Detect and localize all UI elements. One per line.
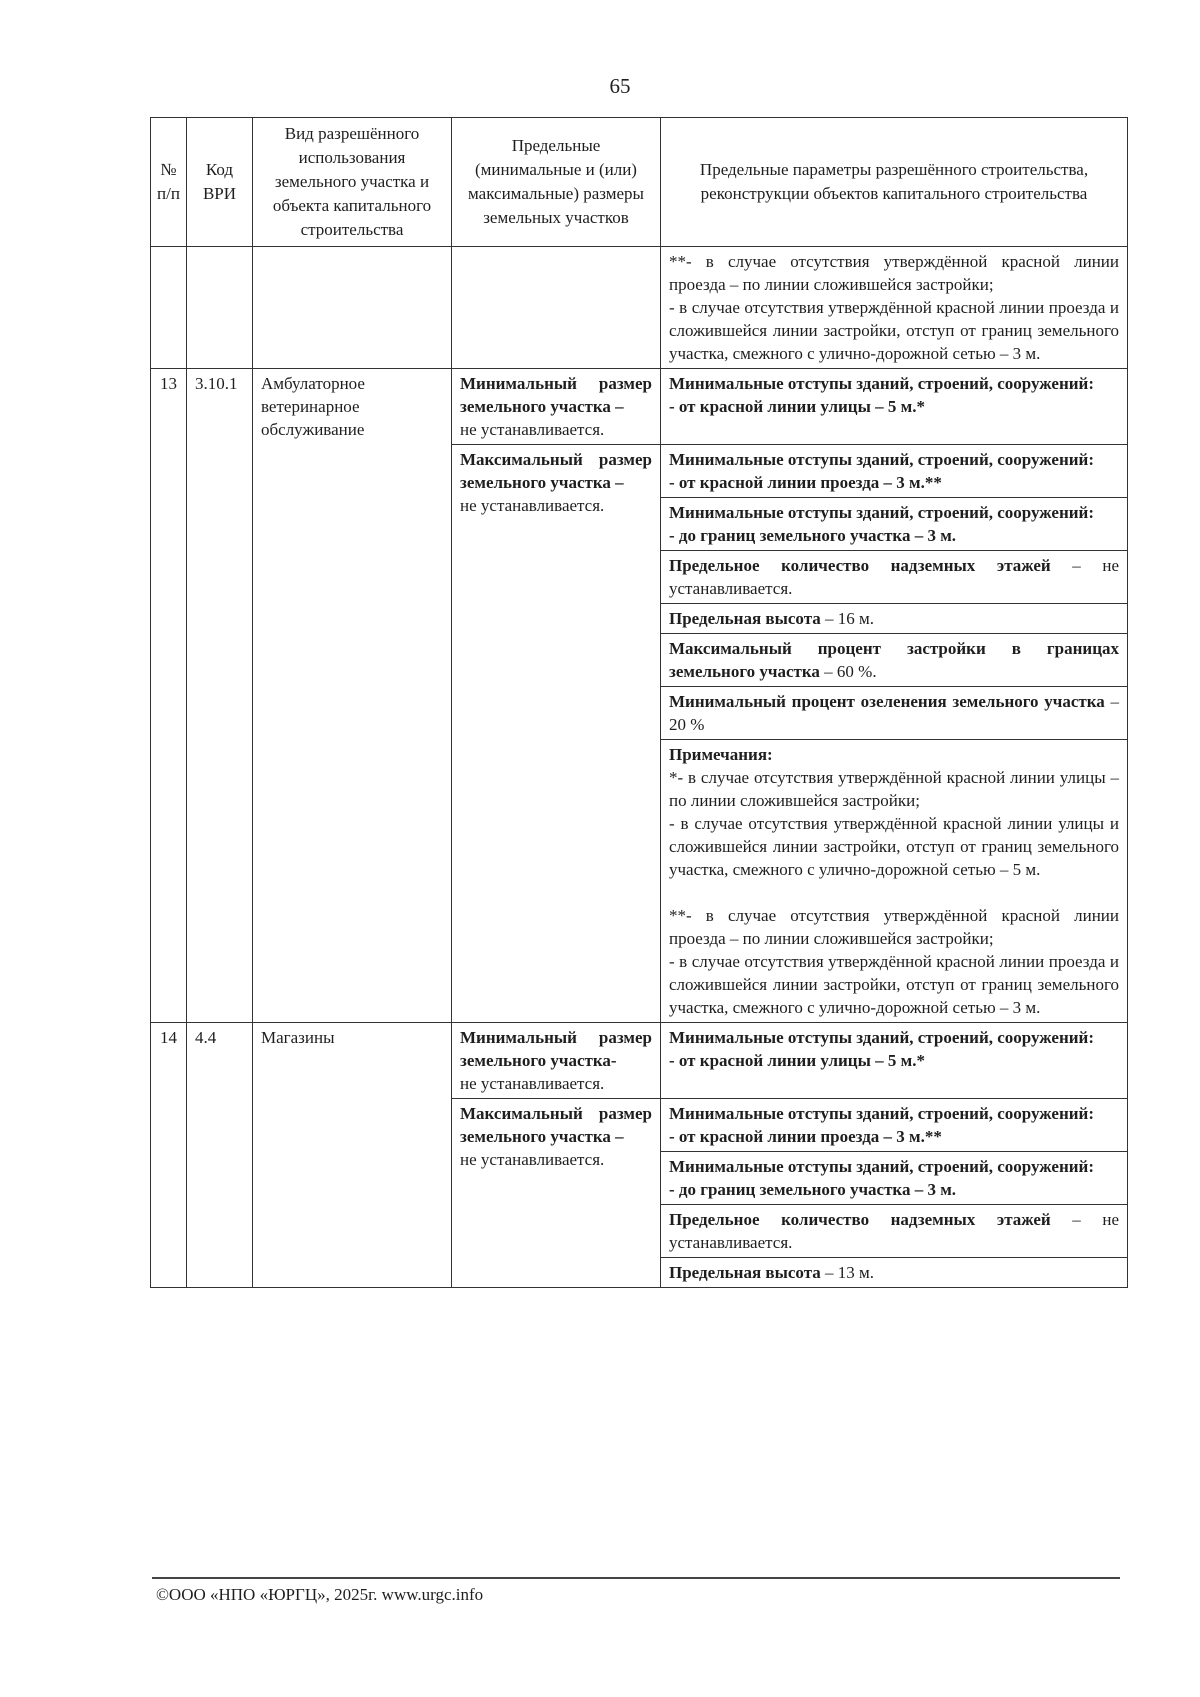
param-value: - до границ земельного участка – 3 м. [669, 526, 957, 545]
note-text: - в случае отсутствия утверждённой красной линии проезда и сложившейся линии застройки, отступ от границ земельного участка, смежного с улично-дорожной сетью – 3 м. [669, 952, 1119, 1017]
note-marker: **- [669, 252, 692, 271]
note-text: в случае отсутствия утверждённой красной линии проезда – по линии сложившейся застройки; [669, 252, 1119, 294]
param-value: - от красной линии проезда – 3 м.** [669, 1127, 942, 1146]
min-size-value: не устанавливается. [460, 1074, 605, 1093]
note-marker: *- [669, 768, 684, 787]
min-size-label: Минимальный размер земельного участка – [460, 374, 652, 416]
cell-code: 4.4 [187, 1023, 253, 1288]
table-header-row [151, 118, 1128, 247]
param-block [661, 445, 1127, 497]
cell-name: Магазины [253, 1023, 452, 1288]
max-size-label: Максимальный размер земельного участка – [460, 450, 652, 492]
header-code: Код ВРИ [187, 118, 253, 247]
param-value: - от красной линии улицы – 5 м.* [669, 1051, 925, 1070]
note-text: - в случае отсутствия утверждённой красной линии улицы и сложившейся линии застройки, отступ от границ земельного участка, смежного с улично-дорожной сетью – 5 м. [669, 814, 1119, 879]
param-value: – 60 %. [819, 662, 877, 681]
param-value: – не устанавливается. [669, 1210, 1119, 1252]
param-block [661, 1151, 1127, 1204]
notes-title: Примечания: [669, 745, 773, 764]
max-size-value: не устанавливается. [460, 496, 605, 515]
param-value: – 16 м. [820, 609, 875, 628]
param-value: - от красной линии проезда – 3 м.** [669, 473, 942, 492]
note-marker: **- [669, 906, 692, 925]
header-size: Предельные (минимальные и (или) максимальные) размеры земельных участков [452, 118, 661, 247]
cell-name: Амбулаторное ветеринарное обслуживание [253, 369, 452, 1023]
param-label: Минимальный процент озеленения земельного участка [669, 692, 1105, 711]
cell-code: 3.10.1 [187, 369, 253, 1023]
param-label: Предельное количество надземных этажей [669, 1210, 1051, 1229]
param-value: - от красной линии улицы – 5 м.* [669, 397, 925, 416]
cell-name [253, 247, 452, 369]
note-text: в случае отсутствия утверждённой красной линии проезда – по линии сложившейся застройки; [669, 906, 1119, 948]
param-value: - до границ земельного участка – 3 м. [669, 1180, 957, 1199]
param-label: Минимальные отступы зданий, строений, сооружений: [669, 374, 1094, 393]
param-label: Максимальный процент застройки в границах земельного участка [669, 639, 1119, 681]
max-size-label: Максимальный размер земельного участка – [460, 1104, 652, 1146]
table-row-14 [151, 1023, 1128, 1099]
param-label: Минимальные отступы зданий, строений, сооружений: [669, 1104, 1094, 1123]
param-block [661, 633, 1127, 686]
cell-param-stack [661, 1099, 1128, 1288]
table-row-continuation [151, 247, 1128, 369]
param-block [661, 1099, 1127, 1151]
cell-max-size [452, 1099, 661, 1288]
param-block [661, 497, 1127, 550]
param-block [661, 1257, 1127, 1287]
cell-size [452, 247, 661, 369]
param-value: – 20 % [669, 692, 1119, 734]
param-block [661, 550, 1127, 603]
cell-max-size [452, 445, 661, 1023]
cell-param-stack [661, 445, 1128, 1023]
param-label: Предельное количество надземных этажей [669, 556, 1051, 575]
cell-notes [661, 247, 1128, 369]
cell-num: 13 [151, 369, 187, 1023]
footer-divider [152, 1577, 1120, 1579]
param-label: Минимальные отступы зданий, строений, сооружений: [669, 450, 1094, 469]
cell-code [187, 247, 253, 369]
param-label: Минимальные отступы зданий, строений, сооружений: [669, 503, 1094, 522]
cell-min-size [452, 369, 661, 445]
param-block [661, 686, 1127, 739]
param-label: Минимальные отступы зданий, строений, сооружений: [669, 1157, 1094, 1176]
cell-param [661, 369, 1128, 445]
notes-block [661, 739, 1127, 1022]
param-label: Предельная высота [669, 609, 821, 628]
param-block [661, 1204, 1127, 1257]
header-num: № п/п [151, 118, 187, 247]
min-size-value: не устанавливается. [460, 420, 605, 439]
param-label: Предельная высота [669, 1263, 821, 1282]
regulations-table [150, 117, 1128, 1288]
min-size-label: Минимальный размер земельного участка- [460, 1028, 652, 1070]
cell-min-size [452, 1023, 661, 1099]
note-text: в случае отсутствия утверждённой красной линии улицы – по линии сложившейся застройки; [669, 768, 1119, 810]
cell-param [661, 1023, 1128, 1099]
header-params: Предельные параметры разрешённого строительства, реконструкции объектов капитального строительства [661, 118, 1128, 247]
cell-num: 14 [151, 1023, 187, 1288]
cell-num [151, 247, 187, 369]
param-label: Минимальные отступы зданий, строений, сооружений: [669, 1028, 1094, 1047]
footer-copyright: ©ООО «НПО «ЮРГЦ», 2025г. www.urgc.info [156, 1585, 484, 1604]
param-value: – 13 м. [820, 1263, 875, 1282]
page-number: 65 [609, 74, 631, 98]
header-name: Вид разрешённого использования земельного участка и объекта капитального строительства [253, 118, 452, 247]
max-size-value: не устанавливается. [460, 1150, 605, 1169]
param-block [661, 603, 1127, 633]
note-text: - в случае отсутствия утверждённой красной линии проезда и сложившейся линии застройки, отступ от границ земельного участка, смежного с улично-дорожной сетью – 3 м. [669, 298, 1119, 363]
param-value: – не устанавливается. [669, 556, 1119, 598]
table-row-13 [151, 369, 1128, 445]
